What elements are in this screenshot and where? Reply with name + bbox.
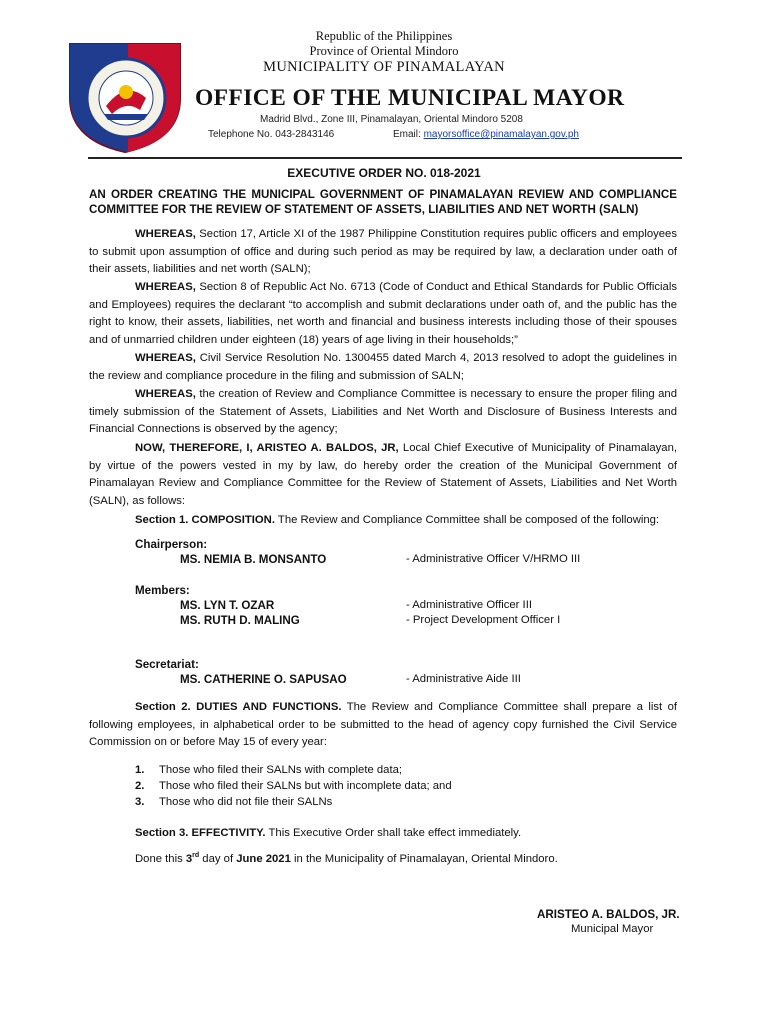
member-name: MS. LYN T. OZAR: [180, 599, 275, 612]
chairperson-name: MS. NEMIA B. MONSANTO: [180, 553, 327, 566]
now-therefore-clause: NOW, THEREFORE, I, ARISTEO A. BALDOS, JR, Local Chief Executive of Municipality of Pinamalayan, by virtue of the powers vested in my by law, do hereby order the creation of the Municipal Government of Pinamalayan Review and Compliance Committee for the Review of Statement of Assets, Liabilities and Net Worth (SALN), as follows:: [89, 442, 677, 507]
list-item: 1. Those who filed their SALNs with complete data;: [135, 764, 403, 776]
done-date-line: Done this 3rd day of June 2021 in the Municipality of Pinamalayan, Oriental Mindoro.: [135, 852, 558, 865]
header-divider: [88, 157, 682, 159]
email-link[interactable]: mayorsoffice@pinamalayan.gov.ph: [423, 129, 579, 140]
secretariat-name: MS. CATHERINE O. SAPUSAO: [180, 673, 347, 686]
header-telephone: Telephone No. 043-2843146: [208, 129, 335, 140]
member-name: MS. RUTH D. MALING: [180, 614, 300, 627]
email-label: Email:: [393, 129, 421, 140]
chairperson-role: - Administrative Officer V/HRMO III: [406, 553, 581, 565]
header-republic: Republic of the Philippines: [315, 29, 453, 43]
section-1-heading: Section 1. COMPOSITION. The Review and Compliance Committee shall be composed of the following:: [135, 514, 660, 526]
header-province: Province of Oriental Mindoro: [309, 44, 459, 58]
secretariat-label: Secretariat:: [135, 658, 199, 671]
member-role: - Project Development Officer I: [406, 614, 561, 626]
whereas-clause-3: WHEREAS, Civil Service Resolution No. 1300455 dated March 4, 2013 resolved to adopt the guidelines in the review and compliance procedure in the filing and submission of SALN;: [89, 352, 677, 382]
list-item: 2. Those who filed their SALNs but with incomplete data; and: [135, 780, 452, 792]
header-address: Madrid Blvd., Zone III, Pinamalayan, Oriental Mindoro 5208: [260, 114, 523, 125]
whereas-clause-4: WHEREAS, the creation of Review and Compliance Committee is necessary to ensure the proper filing and timely submission of the Statement of Assets, Liabilities and Net Worth and Disclosure of Business Interests and Financial Connections is observed by the agency;: [89, 388, 677, 436]
section-2-paragraph: Section 2. DUTIES AND FUNCTIONS. The Review and Compliance Committee shall prepare a list of following employees, in alphabetical order to be submitted to the head of agency copy furnished the Civil Service Commission on or before May 15 of every year:: [89, 701, 677, 749]
members-label: Members:: [135, 584, 190, 597]
header-municipality: MUNICIPALITY OF PINAMALAYAN: [263, 59, 505, 75]
executive-order-title: AN ORDER CREATING THE MUNICIPAL GOVERNMENT OF PINAMALAYAN REVIEW AND COMPLIANCE COMMITTEE FOR THE REVIEW OF STATEMENT OF ASSETS, LIABILITIES AND NET WORTH (SALN): [89, 188, 677, 216]
signatory-title: Municipal Mayor: [571, 923, 654, 935]
list-item: 3. Those who did not file their SALNs: [135, 796, 333, 808]
whereas-clause-2: WHEREAS, Section 8 of Republic Act No. 6713 (Code of Conduct and Ethical Standards for Public Officials and Employees) requires the declarant “to accomplish and submit declarations under oath of, and the public has the right to know, their assets, liabilities, net worth and financial and business interests including those of their spouses and of unmarried children under eighteen (18) years of age living in their households;”: [89, 281, 677, 346]
signatory-name: ARISTEO A. BALDOS, JR.: [537, 908, 680, 921]
executive-order-number: EXECUTIVE ORDER NO. 018-2021: [287, 166, 481, 180]
secretariat-role: - Administrative Aide III: [406, 673, 521, 685]
section-3-heading: Section 3. EFFECTIVITY. This Executive Order shall take effect immediately.: [135, 827, 522, 839]
header-office-title: OFFICE OF THE MUNICIPAL MAYOR: [195, 85, 625, 111]
chairperson-label: Chairperson:: [135, 538, 208, 551]
header-email-row: [393, 129, 579, 140]
whereas-clause-1: WHEREAS, Section 17, Article XI of the 1987 Philippine Constitution requires public officers and employees to submit upon assumption of office and during such period as may be required by law, a declaration under oath of their assets, liabilities and net worth (SALN);: [89, 228, 677, 276]
member-role: - Administrative Officer III: [406, 599, 532, 611]
